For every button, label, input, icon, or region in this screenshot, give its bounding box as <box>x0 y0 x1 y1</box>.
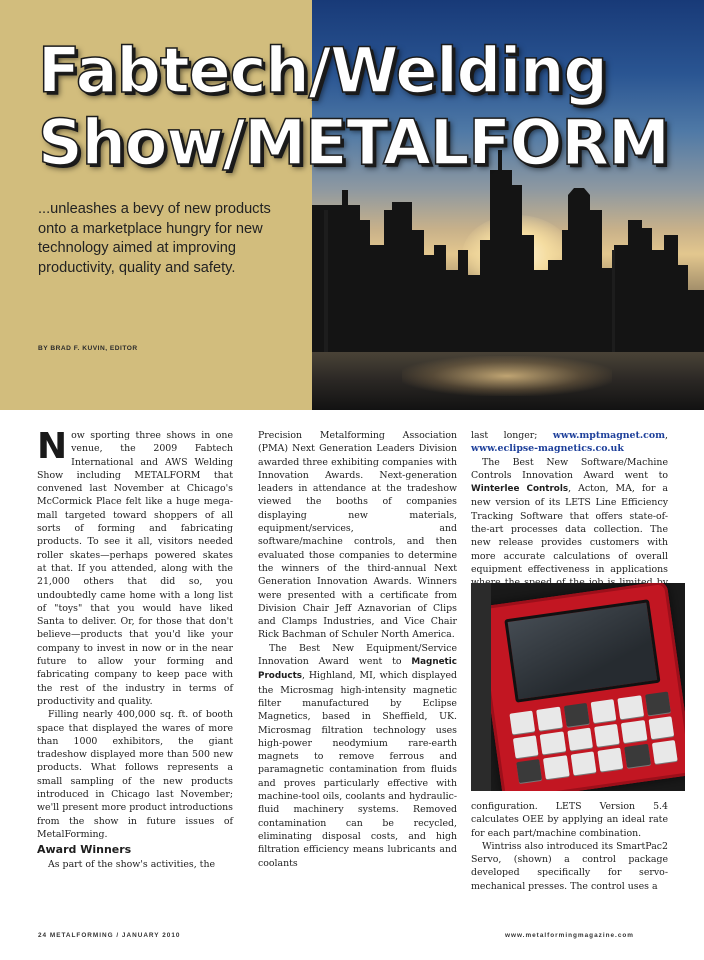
paragraph: Precision Metalforming Association (PMA) Next Generation Leaders Division awarded three exhibiting companies with Innovation Awards. Next-generation leaders in attendance at the tradeshow viewed the booths of companies displaying new materials, equipment/services, and software/machine controls, and then evaluated those companies to determine the winners of the third-annual Next Generation Innovation Awards. Winners were presented with a certificate from Division Chair Jeff Aznavorian of Clips and Clamps Industries, and Vice Chair Rick Bachman of Schuler North America. <box>258 430 457 641</box>
article-column-3-continued <box>471 800 668 893</box>
drop-cap: N <box>37 426 68 467</box>
company-name: Winterlee Controls <box>471 484 569 495</box>
headline-line-1: Fabtech/Welding <box>38 34 607 107</box>
article-column-2 <box>258 429 457 870</box>
byline: BY BRAD F. KUVIN, EDITOR <box>38 345 138 352</box>
section-heading: Award Winners <box>37 843 132 857</box>
paragraph: configuration. LETS Version 5.4 calculates OEE by applying an ideal rate for each part/machine combination. <box>471 801 668 839</box>
press-control-device <box>476 583 685 791</box>
paragraph-text: The Best New Software/Machine Controls Innovation Award went to <box>471 456 668 481</box>
paragraph <box>258 642 457 870</box>
paragraph-text: The Best New Equipment/Service Innovation Award went to <box>258 642 457 668</box>
hero-banner <box>0 0 704 410</box>
paragraph-text: ow sporting three shows in one venue, the 2009 Fabtech International and AWS Welding Show including METALFORM that convened last November at Chicago's McCormick Place felt like a huge mega-mall targeted toward shoppers of all sorts of forming and fabricating products. To see it all, visitors needed roller skates—perhaps powered skates at that. If you attended, along with the 21,000 others that did so, you undoubtedly came home with a long list of "toys" that you would have liked Santa to deliver. Or, for those that don't believe—products that you'd like your company to invest in now or in the near future to allow your forming and fabricating company to keep pace with the rest of the industry in terms of productivity and quality. <box>37 430 233 707</box>
operator-hand <box>471 583 491 791</box>
company-name: Magnetic Products <box>258 657 457 682</box>
paragraph-text: , Acton, MA, for a new version of its LETS Line Efficiency Tracking Software that offers state-of-the-art processes data collection. The new release provides customers with more accurate calculations of overall equipment effectiveness in applications <box>471 483 668 575</box>
headline-line-2: Show/METALFORM <box>38 106 669 179</box>
paragraph-text: last longer; <box>471 430 553 441</box>
paragraph: Wintriss also introduced its SmartPac2 Servo, (shown) a control package developed specifically for servo-mechanical presses. The control uses a <box>471 840 668 892</box>
paragraph: As part of the show's activities, the <box>48 858 216 870</box>
paragraph <box>471 456 668 603</box>
article-column-3 <box>471 429 668 603</box>
article-column-1 <box>37 426 233 871</box>
city-skyline-silhouette <box>312 150 704 370</box>
paragraph-text: , Highland, MI, which displayed the Microsmag high-intensity magnetic filter manufactured by Eclipse Magnetics, based in Sheffield, UK. Microsmag filtration technology uses high-power neodymium rare-earth magnets to remove ferrous and paramagnetic contamination from fluids and proves particularly effective with machine-tool oils, coolants and hydraulic-fluid machinery systems. Removed contamination can be recycled, eliminating disposal costs, and high filtration efficiency means lubricants and coolants <box>258 670 457 869</box>
paragraph: Filling nearly 400,000 sq. ft. of booth space that displayed the wares of more than 1000 exhibitors, the giant tradeshow displayed more than 500 new products. What follows represents a small sampling of the new products introduced in Chicago last November; we'll present more product introductions from the show in future issues of MetalForming. <box>37 709 233 840</box>
deck-subtitle: ...unleashes a bevy of new products onto a marketplace hungry for new technology aimed at improving productivity, quality and safety. <box>38 201 271 276</box>
control-keypad <box>509 691 677 783</box>
product-photo-smartpac <box>471 583 685 791</box>
website-link[interactable]: www.mptmagnet.com <box>552 430 666 441</box>
footer-page-info: 24 METALFORMING / JANUARY 2010 <box>38 932 181 939</box>
water-reflection <box>402 356 612 396</box>
paragraph: last longer; www.mptmagnet.com, www.eclipse-magnetics.co.uk <box>471 430 668 455</box>
paragraph <box>37 426 233 708</box>
footer-website: www.metalformingmagazine.com <box>505 932 634 939</box>
website-link[interactable]: www.eclipse-magnetics.co.uk <box>471 443 624 455</box>
control-screen <box>504 599 660 703</box>
